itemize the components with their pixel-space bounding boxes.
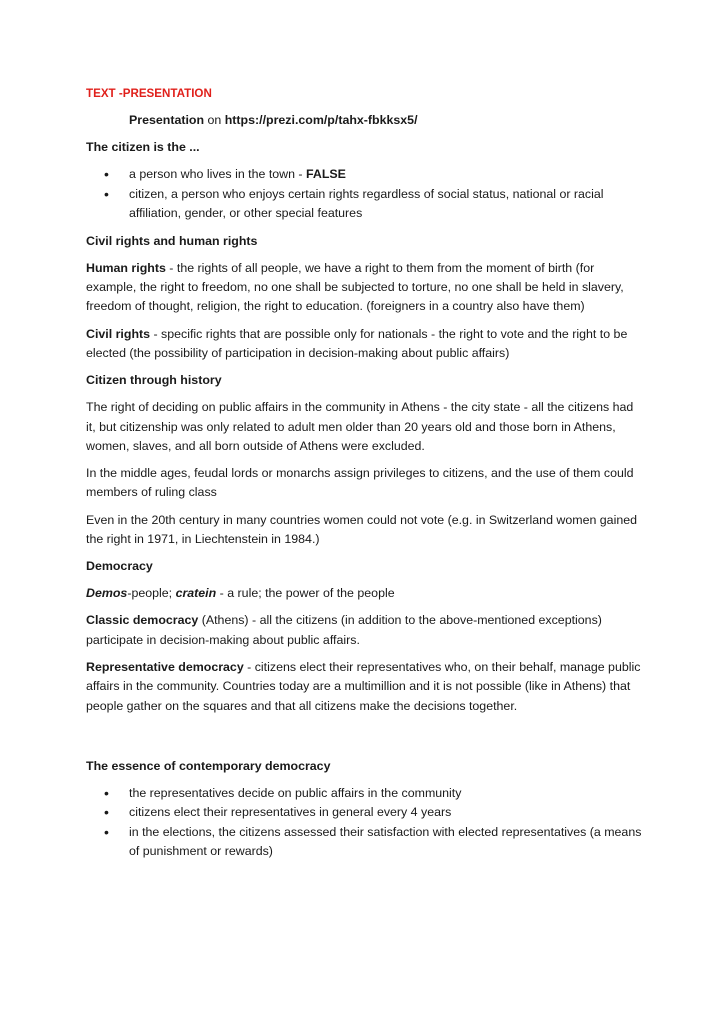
history-paragraph-3: Even in the 20th century in many countries women could not vote (e.g. in Switzerland women gained the right in 1971, in Liechtenstein in 1984.) [86,512,638,546]
history-paragraph-2: In the middle ages, feudal lords or monarchs assign privileges to citizens, and the use of them could members of ruling class [86,466,634,500]
essence-item-3: • in the elections, the citizens assessed their satisfaction with elected representatives (a means of punishment or rewards) [86,823,646,862]
presentation-label: TEXT -PRESENTATION [86,87,212,100]
democracy-definition: Demos-people; cratein - a rule; the power of the people [86,586,395,601]
presentation-link-line [86,111,646,130]
essence-list [86,784,646,862]
essence-item-1: • the representatives decide on public affairs in the community [86,784,646,803]
citizen-item-1: • a person who lives in the town - FALSE [86,165,646,184]
history-paragraph-1: The right of deciding on public affairs in the community in Athens - the city state - all the citizens had it, but citizenship was only related to adult men older than 20 years old and those born in Athens, women, slaves, and all born outside of Athens were excluded. [86,400,634,453]
citizen-item-2: • citizen, a person who enjoys certain rights regardless of social status, national or racial affiliation, gender, or other special features [86,185,646,224]
essence-item-2: • citizens elect their representatives in general every 4 years [86,803,646,822]
essence-heading: The essence of contemporary democracy [86,758,331,773]
presentation-on: on [204,113,225,128]
cratein-term: cratein [175,586,217,601]
document-page [86,84,646,869]
human-rights-term: Human rights [86,260,166,275]
representative-democracy-paragraph: Representative democracy - citizens elect their representatives who, on their behalf, manage public affairs in the community. Countries today are a multimillion and it is not possible (like in Athens) that people gather on the squares and that all citizens make the decisions together. [86,659,641,713]
demos-term: Demos [86,586,128,601]
human-rights-paragraph: Human rights - the rights of all people, we have a right to them from the moment of birth (for example, the right to freedom, no one shall be subjected to torture, no one shall be held in slavery, freedom of thought, religion, the right to education. (foreigners in a country also have them) [86,260,624,314]
civil-rights-term: Civil rights [86,326,151,341]
rights-heading: Civil rights and human rights [86,233,258,248]
spacer [86,724,646,757]
representative-democracy-term: Representative democracy [86,659,244,674]
civil-rights-paragraph: Civil rights - specific rights that are possible only for nationals - the right to vote and the right to be elected (the possibility of participation in decision-making about public affairs) [86,326,628,360]
presentation-url[interactable]: https://prezi.com/p/tahx-fbkksx5/ [224,113,418,128]
democracy-heading: Democracy [86,559,153,573]
citizen-list [86,165,646,223]
citizen-heading: The citizen is the ... [86,140,200,155]
presentation-word: Presentation [129,113,205,128]
history-heading: Citizen through history [86,373,222,387]
classic-democracy-term: Classic democracy [86,613,199,628]
classic-democracy-paragraph: Classic democracy (Athens) - all the citizens (in addition to the above-mentioned exceptions) participate in decision-making about public affairs. [86,613,602,647]
